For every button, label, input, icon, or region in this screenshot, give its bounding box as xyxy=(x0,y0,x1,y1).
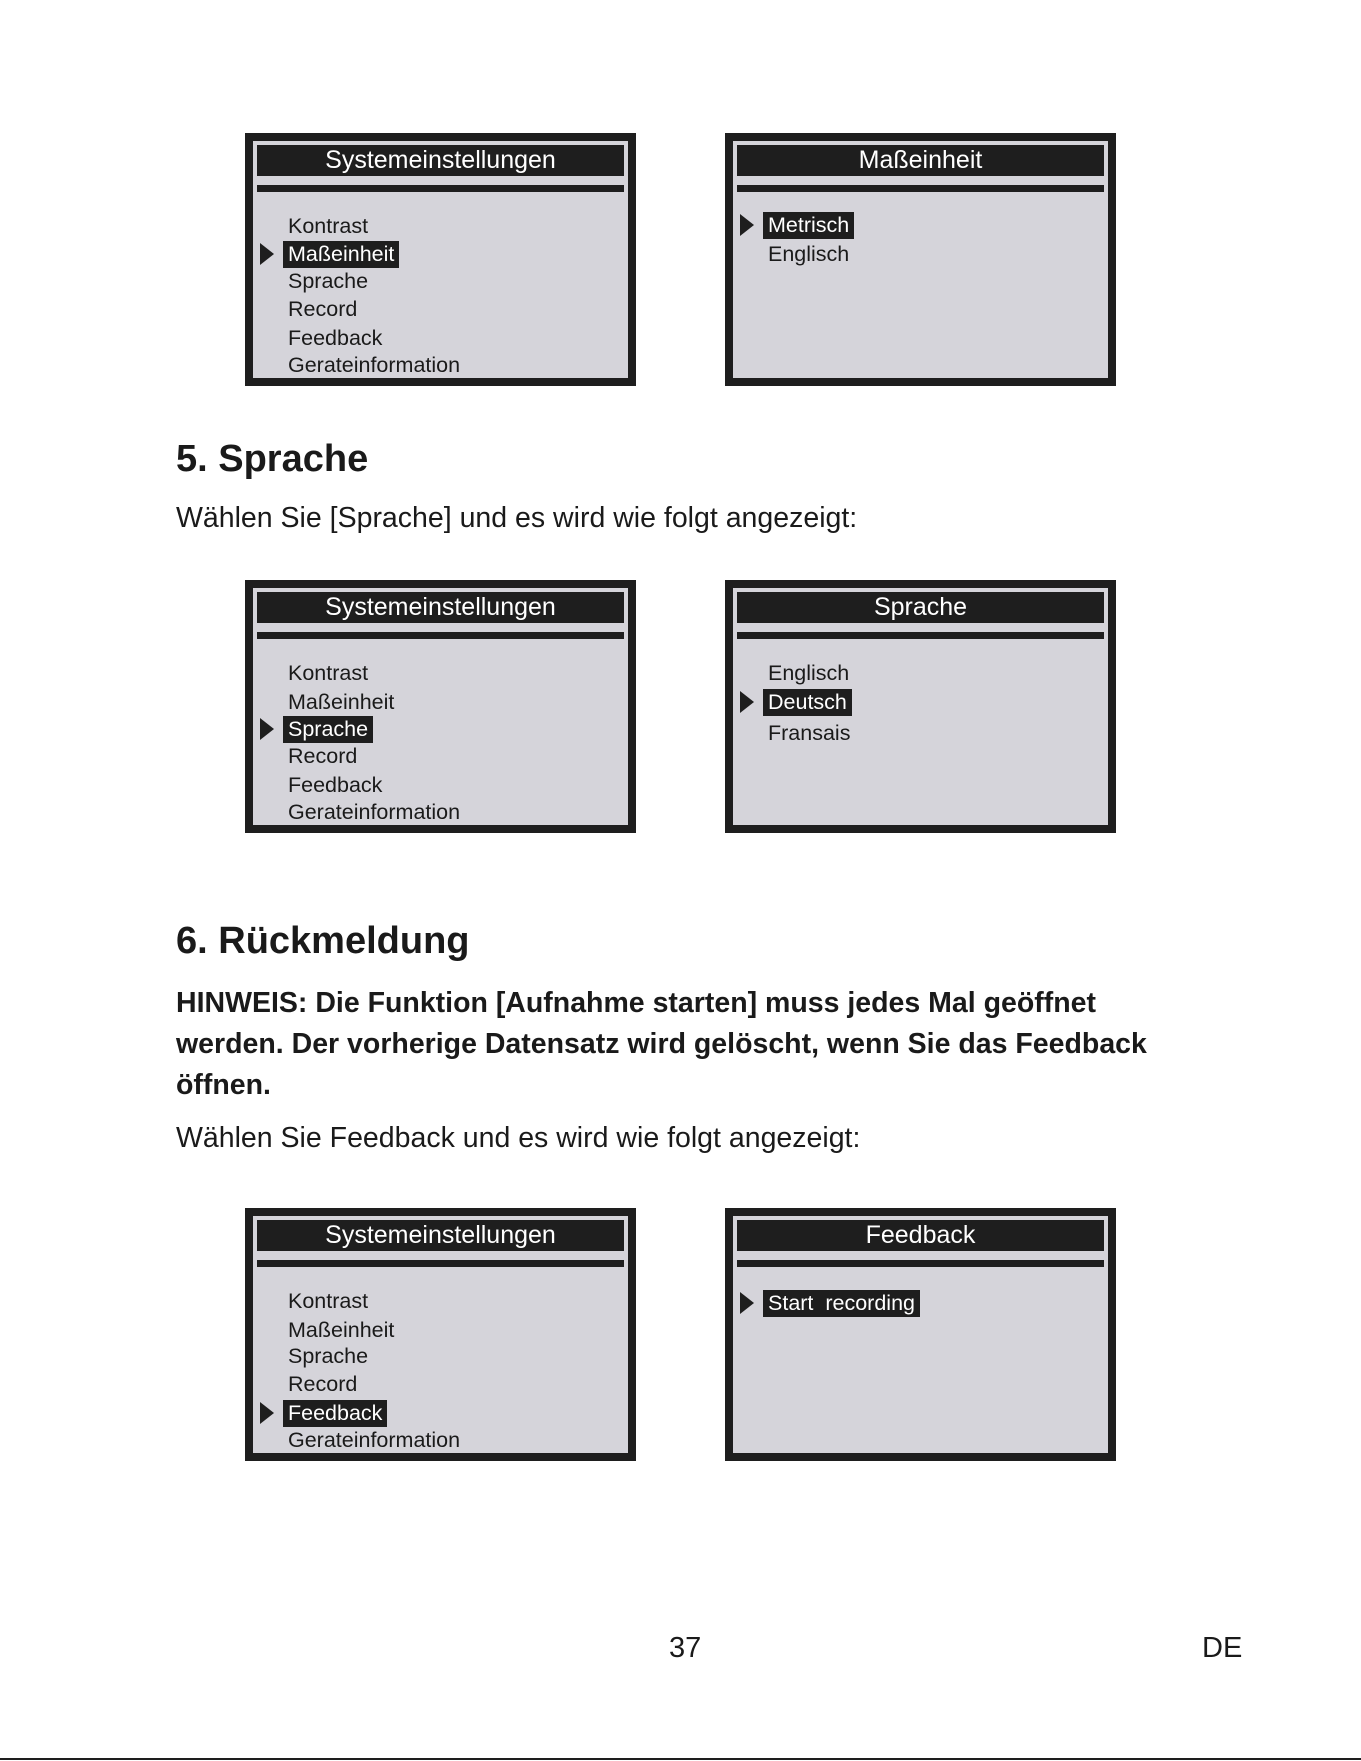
menu-item-masseinheit xyxy=(283,241,399,268)
screen-title: Systemeinstellungen xyxy=(257,592,624,623)
menu-item-label: Sprache xyxy=(288,1344,369,1368)
screen-title: Sprache xyxy=(737,592,1104,623)
section-text-rueckmeldung: Wählen Sie Feedback und es wird wie folgt angezeigt: xyxy=(176,1122,861,1154)
language-code: DE xyxy=(1202,1632,1243,1664)
section-text-sprache: Wählen Sie [Sprache] und es wird wie folgt angezeigt: xyxy=(176,502,858,534)
menu-item-sprache xyxy=(283,716,373,743)
menu-item-label: Maßeinheit xyxy=(283,241,399,268)
screen-title: Systemeinstellungen xyxy=(257,145,624,176)
menu-item-masseinheit xyxy=(283,689,399,716)
screen-feedback xyxy=(725,1208,1116,1461)
menu-item-label: Feedback xyxy=(288,326,383,350)
menu-item-feedback xyxy=(283,1400,387,1427)
footer-divider xyxy=(0,1758,1361,1760)
menu-item-label: Kontrast xyxy=(288,1289,369,1313)
screen-divider xyxy=(737,185,1104,192)
section-note-rueckmeldung: HINWEIS: Die Funktion [Aufnahme starten] muss jedes Mal geöffnet werden. Der vorherige Datensatz wird gelöscht, wenn Sie das Feedback öffnen. xyxy=(176,987,1147,1101)
menu-item-label: Feedback xyxy=(283,1400,387,1427)
screen-system-settings-feedback xyxy=(245,1208,636,1461)
menu-item-sprache xyxy=(283,1343,373,1370)
menu-item-label: Gerateinformation xyxy=(288,353,461,377)
menu-item-feedback xyxy=(283,772,387,799)
menu-item-label: Sprache xyxy=(288,269,369,293)
menu-item-record xyxy=(283,743,362,770)
screen-units xyxy=(725,133,1116,386)
menu-item-label: Sprache xyxy=(283,716,373,743)
menu-item-kontrast xyxy=(283,1288,373,1315)
screen-divider xyxy=(257,185,624,192)
menu-item-start-recording xyxy=(763,1290,920,1317)
menu-item-label: Maßeinheit xyxy=(288,690,395,714)
menu-item-englisch xyxy=(763,660,854,687)
menu-item-masseinheit xyxy=(283,1317,399,1344)
screen-title: Maßeinheit xyxy=(737,145,1104,176)
menu-item-sprache xyxy=(283,268,373,295)
menu-item-label: Record xyxy=(288,744,358,768)
menu-item-label: Kontrast xyxy=(288,214,369,238)
screen-divider xyxy=(737,1260,1104,1267)
menu-item-label: Metrisch xyxy=(763,212,854,239)
menu-item-gerateinformation xyxy=(283,352,465,379)
screen-divider xyxy=(737,632,1104,639)
menu-item-label: Gerateinformation xyxy=(288,1428,461,1452)
menu-item-gerateinformation xyxy=(283,799,465,826)
menu-item-label: Gerateinformation xyxy=(288,800,461,824)
menu-item-englisch xyxy=(763,241,854,268)
screen-divider xyxy=(257,632,624,639)
menu-item-kontrast xyxy=(283,660,373,687)
selection-arrow-icon xyxy=(740,691,754,713)
menu-item-label: Deutsch xyxy=(763,689,852,716)
menu-item-deutsch xyxy=(763,689,852,716)
menu-item-feedback xyxy=(283,325,387,352)
screen-title: Feedback xyxy=(737,1220,1104,1251)
menu-item-metrisch xyxy=(763,212,854,239)
selection-arrow-icon xyxy=(740,214,754,236)
menu-item-record xyxy=(283,296,362,323)
screen-language xyxy=(725,580,1116,833)
selection-arrow-icon xyxy=(260,718,274,740)
menu-item-label: Start recording xyxy=(763,1290,920,1317)
menu-item-label: Englisch xyxy=(768,242,850,266)
section-heading-sprache: 5. Sprache xyxy=(176,438,369,480)
menu-item-kontrast xyxy=(283,213,373,240)
screen-title: Systemeinstellungen xyxy=(257,1220,624,1251)
selection-arrow-icon xyxy=(260,1402,274,1424)
menu-item-label: Kontrast xyxy=(288,661,369,685)
menu-item-gerateinformation xyxy=(283,1427,465,1454)
menu-item-label: Feedback xyxy=(288,773,383,797)
section-heading-rueckmeldung: 6. Rückmeldung xyxy=(176,920,470,962)
menu-item-label: Englisch xyxy=(768,661,850,685)
page-number: 37 xyxy=(669,1632,702,1664)
menu-item-record xyxy=(283,1371,362,1398)
screen-system-settings-language xyxy=(245,580,636,833)
menu-item-label: Record xyxy=(288,297,358,321)
screen-system-settings-units xyxy=(245,133,636,386)
menu-item-fransais xyxy=(763,720,855,747)
selection-arrow-icon xyxy=(740,1292,754,1314)
screen-divider xyxy=(257,1260,624,1267)
menu-item-label: Maßeinheit xyxy=(288,1318,395,1342)
menu-item-label: Record xyxy=(288,1372,358,1396)
selection-arrow-icon xyxy=(260,243,274,265)
menu-item-label: Fransais xyxy=(768,721,851,745)
